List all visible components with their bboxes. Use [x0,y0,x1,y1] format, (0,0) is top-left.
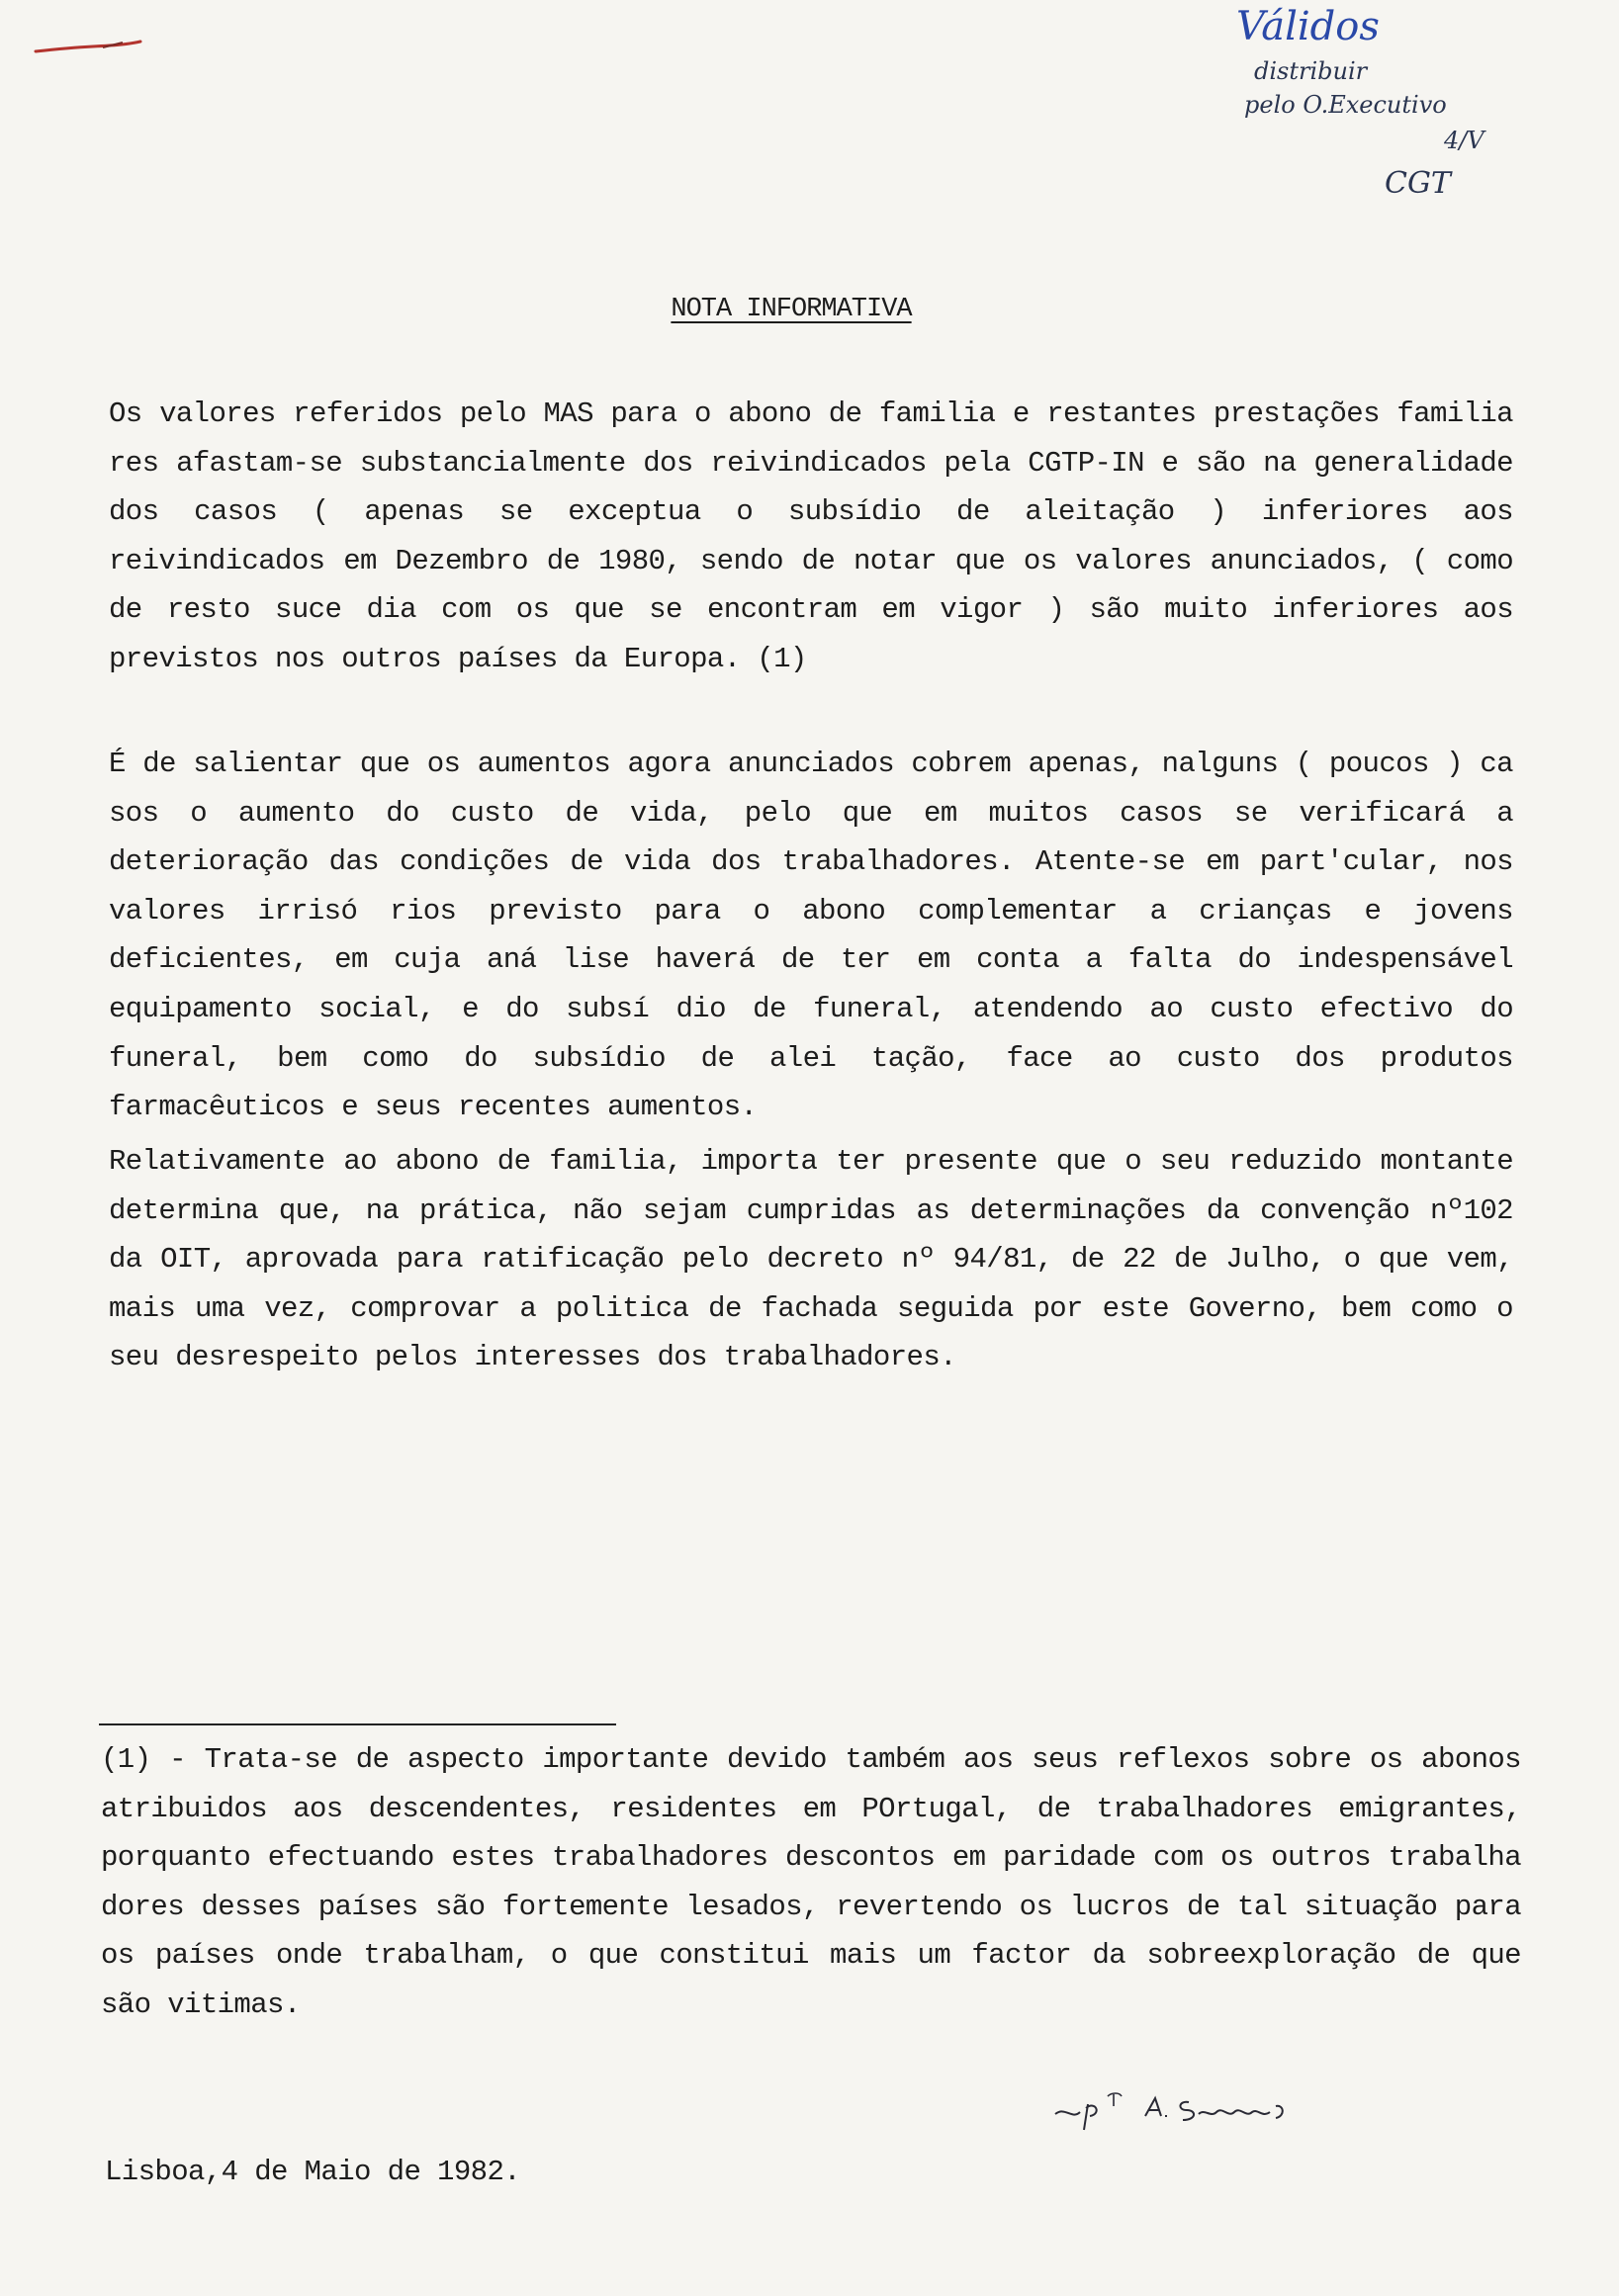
handwritten-note-date: 4/V [1444,127,1484,154]
handwritten-note-distribute: distribuir [1254,57,1368,85]
paragraph-1: Os valores referidos pelo MAS para o abono de familia e restantes prestações familia res afastam-se substancialmente dos reivindicados pela CGTP-IN e são na generalidade dos casos ( apenas se exceptua o subsídio de aleitação ) inferiores aos reivindicados em Dezembro de 1980, sendo de notar que os valores anunciados, ( como de resto suce dia com os que se encontram em vigor ) são muito inferiores aos previstos nos outros países da Europa. (1) [109,397,1513,675]
handwritten-note-initials: CGT [1385,166,1451,201]
document-title: NOTA INFORMATIVA [671,295,912,324]
paragraph-2: É de salientar que os aumentos agora anunciados cobrem apenas, nalguns ( poucos ) ca sos o aumento do custo de vida, pelo que em muitos casos se verificará a deterioração das condições de vida dos trabalhadores. Atente-se em part'cular, nos valores irrisó rios previsto para o abono complementar a crianças e jovens deficientes, em cuja aná lise haverá de ter em conta a falta do indespensável equipamento social, e do subsí dio de funeral, atendendo ao custo efectivo do funeral, bem como do subsídio de alei tação, face ao custo dos produtos farmacêuticos e seus recentes aumentos. [109,748,1513,1124]
handwritten-signature [1050,2084,1317,2134]
footnote-separator [99,1723,616,1725]
red-ink-mark [34,38,142,57]
handwritten-note-executive: pelo O.Executivo [1244,91,1447,119]
date-line: Lisboa,4 de Maio de 1982. [105,2156,521,2188]
footnote: (1) - Trata-se de aspecto importante devido também aos seus reflexos sobre os abonos atribuidos aos descendentes, residentes em POrtugal, de trabalhadores emigrantes, porquanto efectuando estes trabalhadores descontos em paridade com os outros trabalha dores desses países são fortemente lesados, revertendo os lucros de tal situação para os países onde trabalham, o que constitui mais um factor da sobreexploração de que são vitimas. [101,1743,1521,2021]
handwritten-note-valid: Válidos [1236,4,1380,49]
paragraph-3: Relativamente ao abono de familia, importa ter presente que o seu reduzido montante determina que, na prática, não sejam cumpridas as determinações da convenção nº102 da OIT, aprovada para ratificação pelo decreto nº 94/81, de 22 de Julho, o que vem, mais uma vez, comprovar a politica de fachada seguida por este Governo, bem como o seu desrespeito pelos interesses dos trabalhadores. [109,1145,1513,1374]
